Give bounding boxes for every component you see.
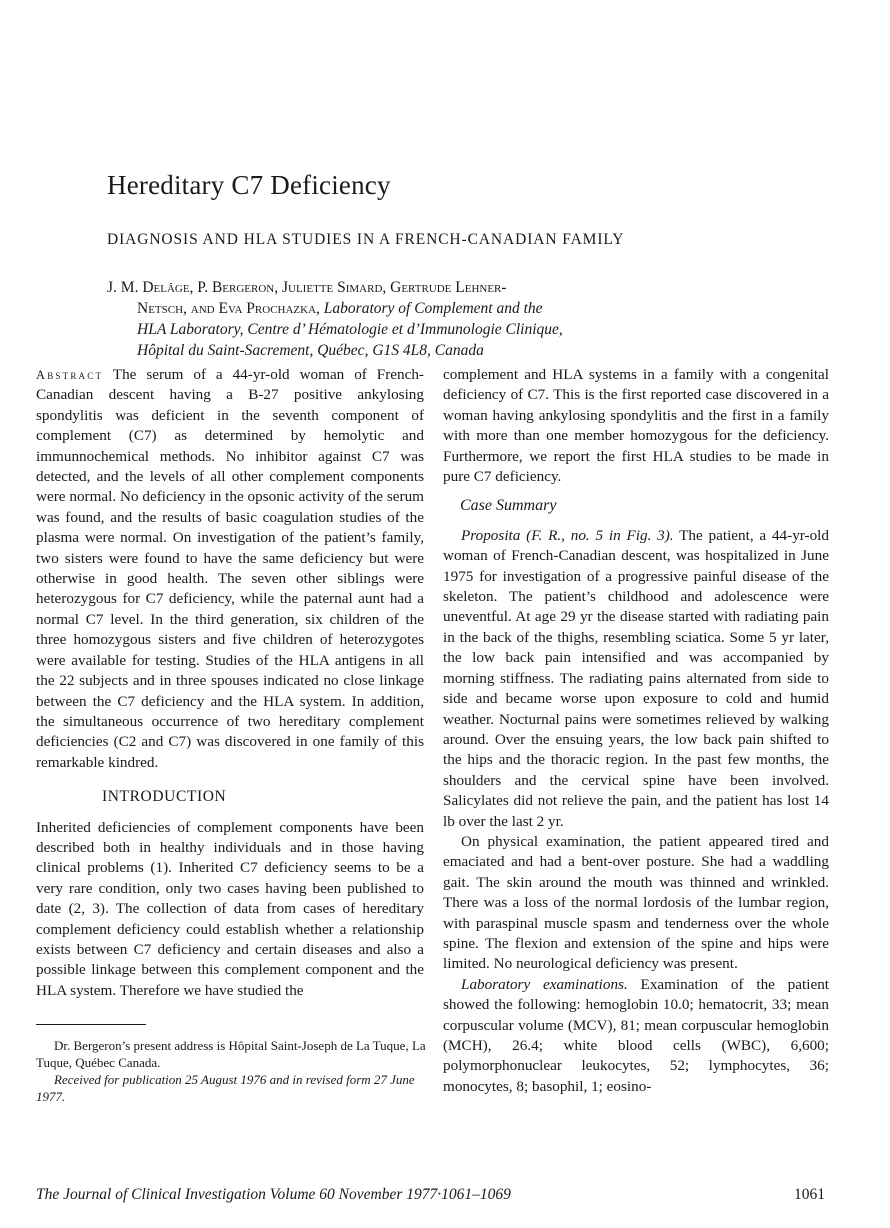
proposita-label: Proposita (F. R., no. 5 in Fig. 3). (461, 526, 674, 544)
lab-exam-text: Examination of the patient showed the following: hemoglobin 10.0; hematocrit, 33; mean corpuscular volume (MCV), 81; mean corpuscular hemoglobin (MCH), 26.4; white blood cells (WBC), 6,600; polymorphonuclear leukocytes, 52; lymphocytes, 36; monocytes, 8; basophil, 1; eosino- (443, 975, 830, 1095)
author-block (107, 277, 747, 361)
introduction-heading: INTRODUCTION (102, 788, 227, 806)
footnote-address: Dr. Bergeron’s present address is Hôpital Saint-Joseph de La Tuque, La Tuque, Québec Canada. (36, 1038, 426, 1070)
page-number: 1061 (794, 1186, 825, 1203)
affiliation-line-3: Hôpital du Saint-Sacrement, Québec, G1S 4L8, Canada (137, 342, 484, 359)
abstract-heading: Abstract (36, 368, 104, 382)
left-column (36, 365, 424, 1001)
footnote-divider (36, 1024, 146, 1025)
article-subtitle: DIAGNOSIS AND HLA STUDIES IN A FRENCH-CANADIAN FAMILY (107, 231, 625, 248)
lab-exam-paragraph (443, 975, 829, 1097)
author-line-2 (107, 298, 747, 319)
author-names-cont: Netsch, and Eva Prochazka, (137, 300, 320, 317)
physical-exam-paragraph: On physical examination, the patient appeared tired and emaciated and had a bent-over posture. She had a waddling gait. The skin around the mouth was thinned and wrinkled. There was a loss of the normal lordosis of the lumbar region, with paraspinal muscle spasm and tenderness over the whole spine. The flexion and extension of the spine and hips were limited. No neurological deficiency was present. (443, 832, 829, 973)
affiliation-line-2: HLA Laboratory, Centre d’ Hématologie et d’Immunologie Clinique, (137, 321, 563, 338)
introduction-paragraph: Inherited deficiencies of complement components have been described both in healthy individuals and in those having clinical problems (1). Inherited C7 deficiency seems to be a very rare condition, only two cases having been published to date (2, 3). The collection of data from cases of hereditary complement deficiency could establish whether a relationship exists between C7 deficiency and certain diseases and also a possible linkage between this complement component and the HLA system. Therefore we have studied the (36, 818, 424, 999)
abstract-paragraph (36, 365, 424, 773)
proposita-paragraph (443, 526, 829, 832)
footnote-received: Received for publication 25 August 1976 and in revised form 27 June 1977. (36, 1072, 415, 1104)
case-summary-heading: Case Summary (460, 497, 557, 515)
abstract-text: The serum of a 44-yr-old woman of French-Canadian descent having a B-27 positive ankylosing spondylitis was deficient in the seventh component of complement (C7) as determined by hemolytic and immunnochemical methods. No inhibitor against C7 was detected, and the levels of all other complement components were normal. No deficiency in the opsonic activity of the serum was found, and the results of basic coagulation studies of the plasma were normal. On investigation of the patient’s family, two sisters were found to have the same deficiency but were otherwise in good health. The seven other siblings were heterozygous for C7 deficiency, while the paternal aunt had a normal C7 level. In the third generation, six children of the three homozygous sisters and five children of heterozygotes were available for testing. Studies of the HLA antigens in all the 22 subjects and in three spouses indicated no close linkage between the C7 deficiency and the HLA system. In addition, the simultaneous occurrence of two hereditary complement deficiencies (C2 and C7) was discovered in one family of this remarkable kindred. (36, 366, 424, 771)
lab-exam-label: Laboratory examinations. (461, 975, 628, 993)
author-line-1: J. M. Delâge, P. Bergeron, Juliette Simard, Gertrude Lehner- (107, 279, 507, 296)
introduction-continued: complement and HLA systems in a family with a congenital deficiency of C7. This is the first reported case discovered in a woman having ankylosing spondylitis and the first in a family with more than one member homozygous for the deficiency. Furthermore, we report the first HLA studies to be made in pure C7 deficiency. (443, 366, 829, 486)
footnotes (36, 1037, 430, 1105)
right-column (443, 365, 829, 1097)
affiliation-part-1: Laboratory of Complement and the (319, 300, 543, 317)
proposita-text: The patient, a 44-yr-old woman of French-Canadian descent, was hospitalized in June 1975 for investigation of a progressive painful disease of the skeleton. The patient’s childhood and adolescence were uneventful. At age 29 yr the disease started with radiating pain in the back of the thighs, resembling sciatica. Some 5 yr later, the low back pain intensified and was accompanied by morning stiffness. The radiating pains alternated from side to side and became worse upon exposure to cold and humid weather. Nocturnal pains were sometimes relieved by walking around. Over the ensuing years, the low back pain shifted to the hips and the thoracic region. In the past few months, the shoulders and the cervical spine have been involved. Salicylates did not relieve the pain, and the patient has lost 14 lb over the last 2 yr. (443, 526, 829, 830)
article-title: Hereditary C7 Deficiency (107, 170, 391, 200)
journal-citation: The Journal of Clinical Investigation Volume 60 November 1977·1061–1069 (36, 1186, 511, 1203)
